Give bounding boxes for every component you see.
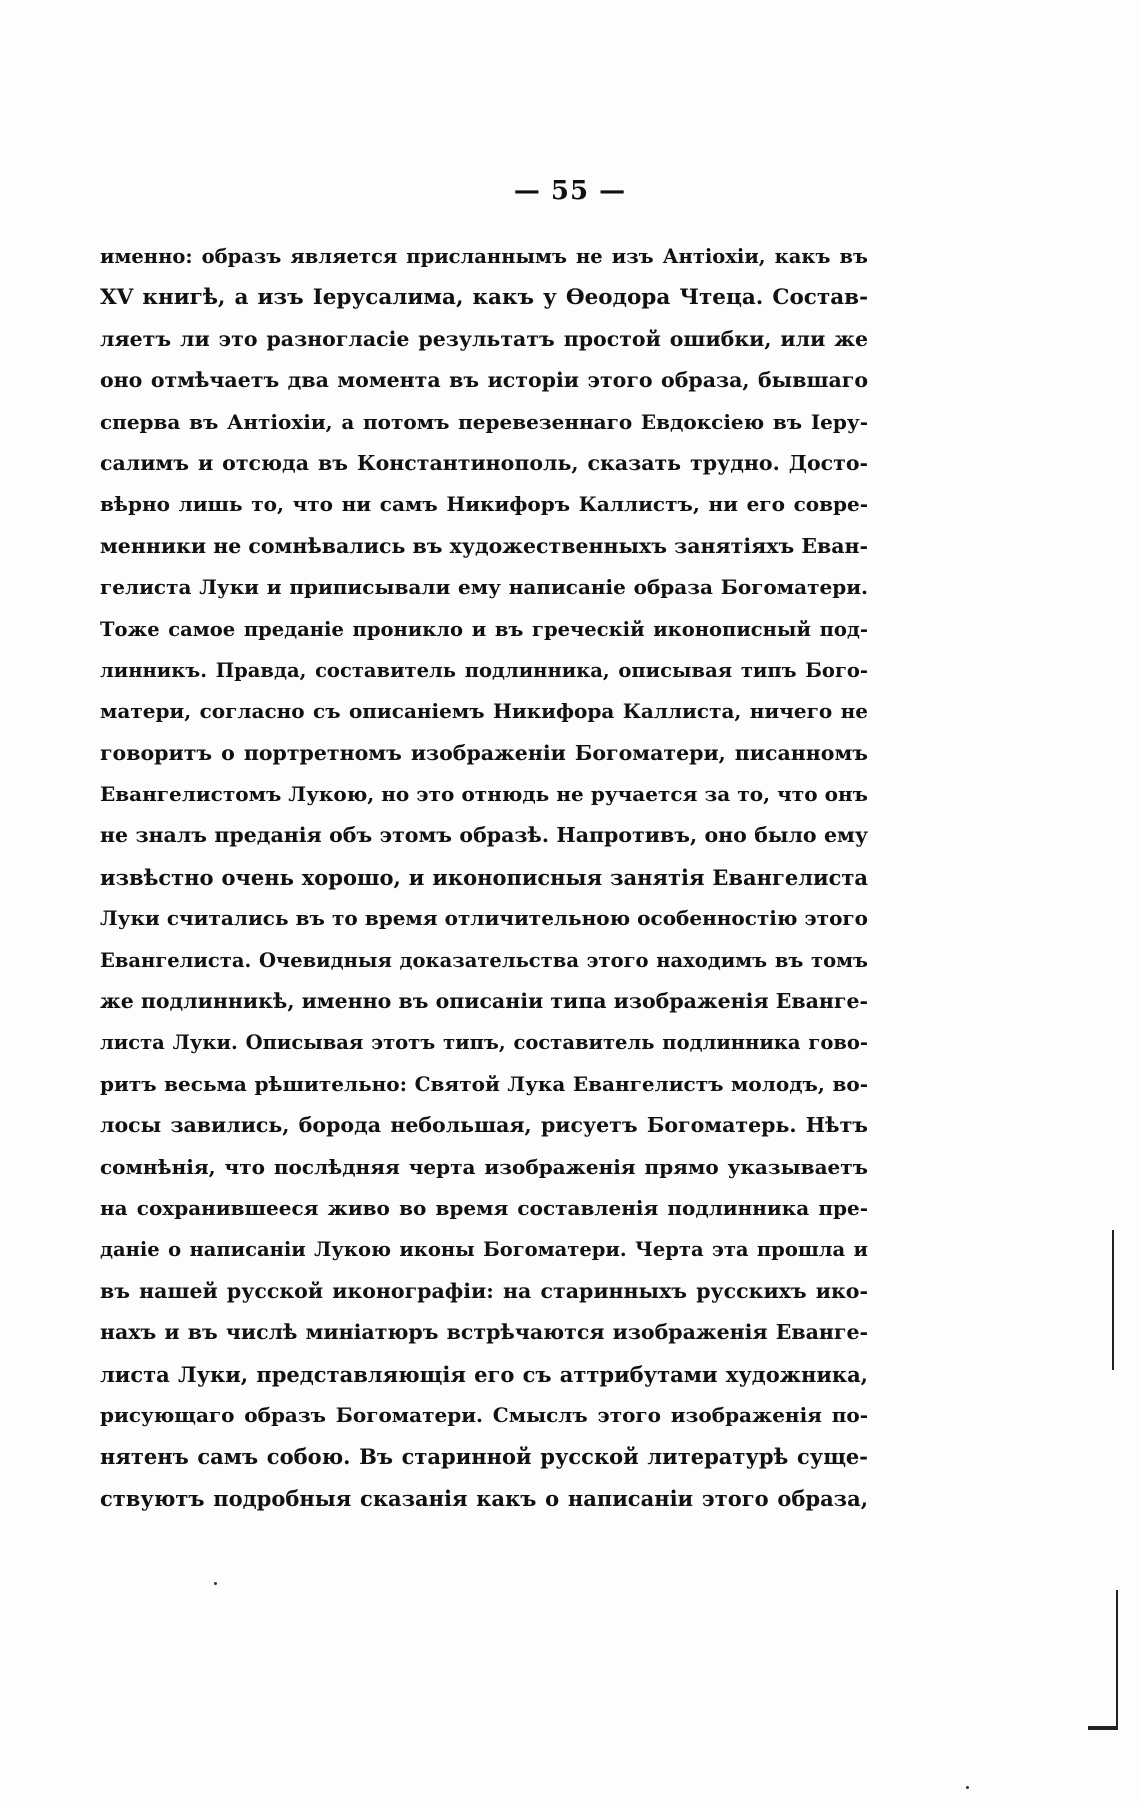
text-line: салимъ и отсюда въ Константинополь, сказать трудно. Досто- <box>100 450 868 475</box>
text-line: менники не сомнѣвались въ художественныхъ занятіяхъ Еван- <box>100 533 868 558</box>
text-line: ритъ весьма рѣшительно: Святой Лука Евангелистъ молодъ, во- <box>100 1071 868 1096</box>
scan-edge-mark <box>1116 1590 1118 1730</box>
text-line: вѣрно лишь то, что ни самъ Никифоръ Каллистъ, ни его совре- <box>100 492 868 517</box>
text-line: сомнѣнія, что послѣдняя черта изображенія прямо указываетъ <box>100 1154 868 1179</box>
text-line: матери, согласно съ описаніемъ Никифора Каллиста, ничего не <box>100 699 868 724</box>
text-line: извѣстно очень хорошо, и иконописныя занятія Евангелиста <box>100 864 868 890</box>
text-line: на сохранившееся живо во время составленія подлинника пре- <box>100 1195 868 1220</box>
text-line: же подлинникѣ, именно въ описаніи типа изображенія Еванге- <box>100 989 868 1014</box>
text-line: Евангелиста. Очевидныя доказательства этого находимъ въ томъ <box>100 948 868 972</box>
text-line: нятенъ самъ собою. Въ старинной русской литературѣ суще- <box>100 1444 868 1470</box>
scan-speck <box>214 1582 217 1585</box>
text-line: линникъ. Правда, составитель подлинника, описывая типъ Бого- <box>100 658 868 682</box>
text-line: сперва въ Антіохіи, а потомъ перевезеннаго Евдоксіею въ Іеру- <box>100 409 868 434</box>
text-line: Евангелистомъ Лукою, но это отнюдь не ручается за то, что онъ <box>100 782 868 807</box>
text-line: оно отмѣчаетъ два момента въ исторіи этого образа, бывшаго <box>100 368 868 393</box>
body-text <box>100 236 868 1519</box>
text-line: Тоже самое преданіе проникло и въ греческій иконописный под- <box>100 617 868 641</box>
text-line: въ нашей русской иконографіи: на старинныхъ русскихъ ико- <box>100 1278 868 1303</box>
text-line: именно: образъ является присланнымъ не изъ Антіохіи, какъ въ <box>100 245 868 268</box>
text-line: нахъ и въ числѣ миніатюръ встрѣчаются изображенія Еванге- <box>100 1320 868 1345</box>
text-line: гелиста Луки и приписывали ему написаніе образа Богоматери. <box>100 575 868 600</box>
text-line: ствуютъ подробныя сказанія какъ о написаніи этого образа, <box>100 1485 868 1511</box>
scan-edge-mark <box>1112 1230 1114 1370</box>
text-line: XV книгѣ, а изъ Іерусалима, какъ у Ѳеодора Чтеца. Состав- <box>100 285 868 311</box>
text-line: рисующаго образъ Богоматери. Смыслъ этого изображенія по- <box>100 1402 868 1427</box>
text-line: не зналъ преданія объ этомъ образѣ. Напротивъ, оно было ему <box>100 823 868 848</box>
text-line: листа Луки, представляющія его съ аттрибутами художника, <box>100 1361 868 1387</box>
text-line: ляетъ ли это разногласіе результатъ простой ошибки, или же <box>100 326 868 351</box>
text-line: даніе о написаніи Лукою иконы Богоматери. Черта эта прошла и <box>100 1238 868 1262</box>
text-line: листа Луки. Описывая этотъ типъ, составитель подлинника гово- <box>100 1031 868 1055</box>
page-number: — 55 — <box>513 176 627 206</box>
text-line: говоритъ о портретномъ изображеніи Богоматери, писанномъ <box>100 740 868 765</box>
text-line: лосы завились, борода небольшая, рисуетъ Богоматерь. Нѣтъ <box>100 1113 868 1138</box>
scan-edge-mark <box>1088 1726 1118 1730</box>
scan-speck <box>966 1786 969 1789</box>
text-line: Луки считались въ то время отличительною особенностію этого <box>100 906 868 931</box>
